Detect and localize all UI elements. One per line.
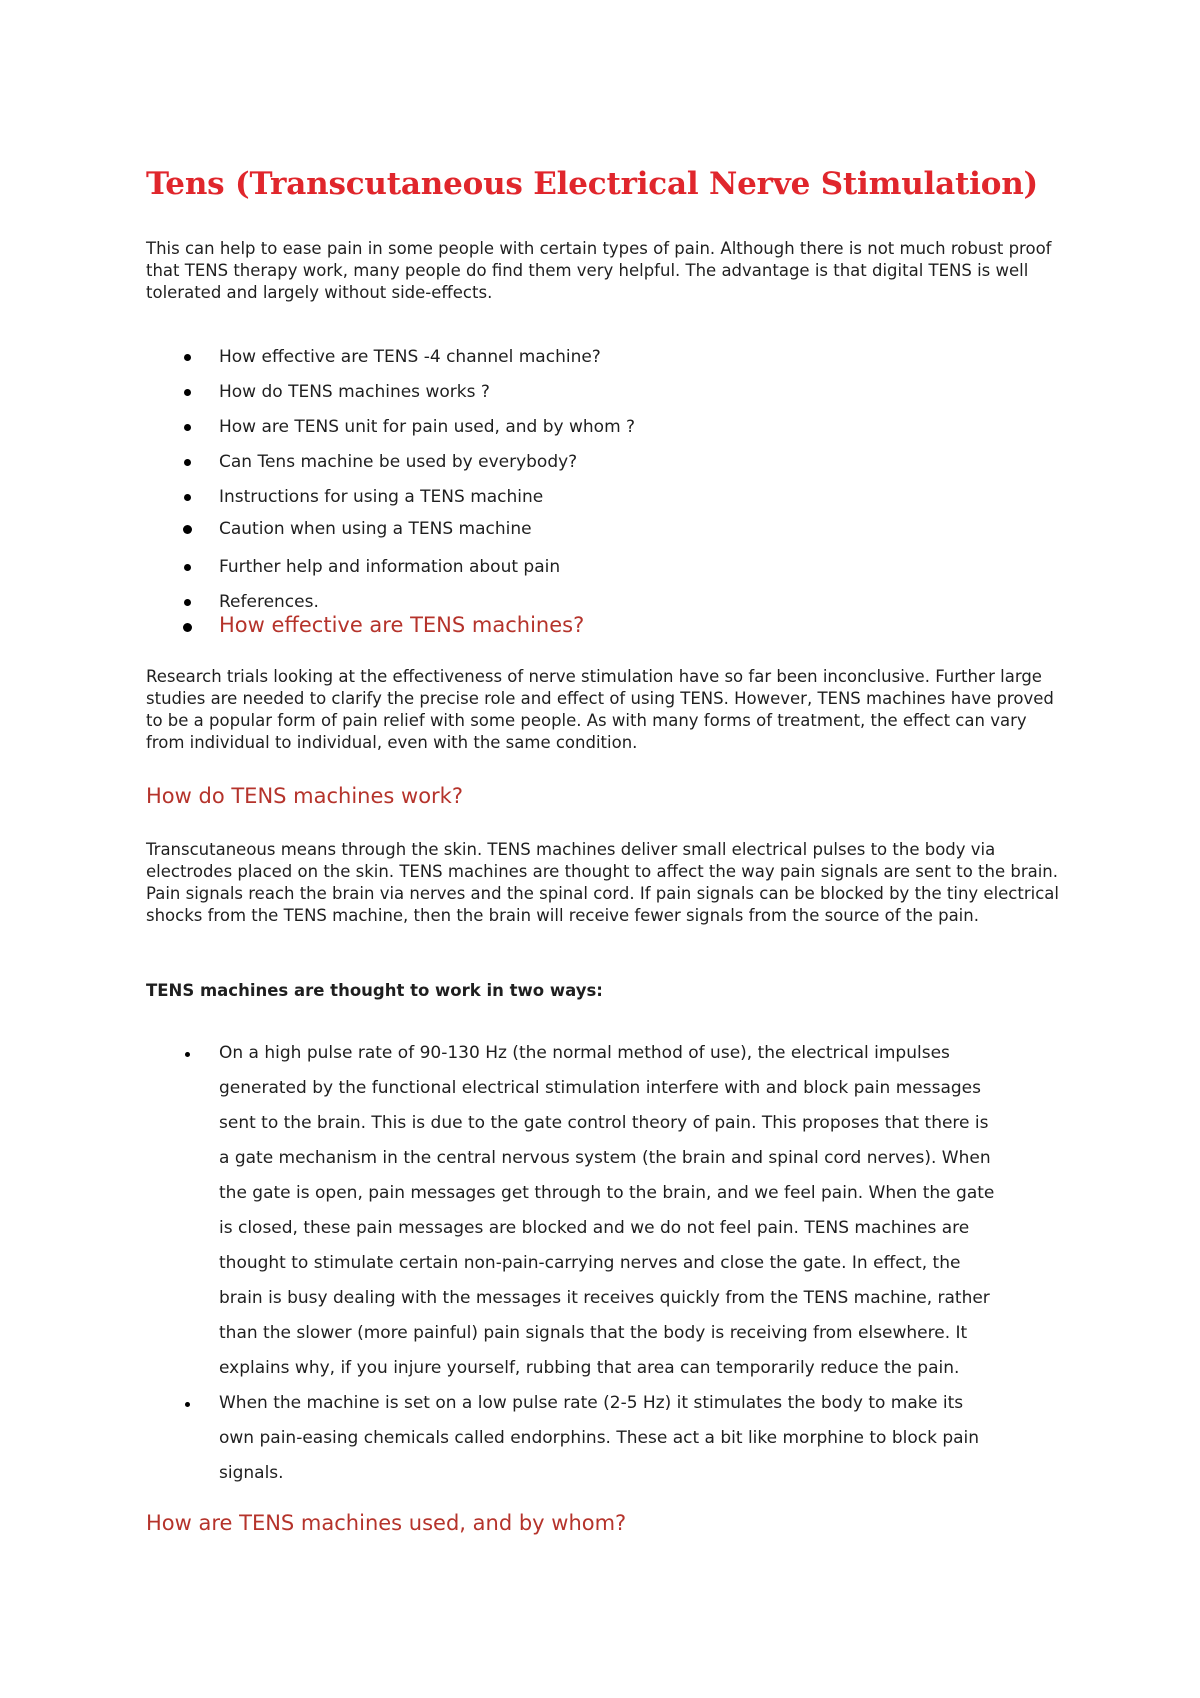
bullet-icon — [184, 494, 191, 501]
two-ways-label: TENS machines are thought to work in two ways: — [146, 981, 603, 1000]
bullet-icon — [185, 1052, 190, 1057]
list-item: When the machine is set on a low pulse rate (2-5 Hz) it stimulates the body to make its own pain-easing chemicals called endorphins. These act a bit like morphine to block pain signals. — [146, 1386, 999, 1491]
bullet-icon — [183, 525, 192, 534]
bullet-icon — [184, 599, 191, 606]
bullet-icon — [183, 623, 192, 632]
bullet-icon — [184, 389, 191, 396]
section-heading-used: How are TENS machines used, and by whom? — [146, 1511, 627, 1535]
bullet-icon — [184, 424, 191, 431]
list-item: On a high pulse rate of 90-130 Hz (the normal method of use), the electrical impulses generated by the functional electrical stimulation interfere with and block pain messages sent to the brain. This is due to the gate control theory of pain. This proposes that there is a gate mechanism in the central nervous system (the brain and spinal cord nerves). When the gate is open, pain messages get through to the brain, and we feel pain. When the gate is closed, these pain messages are blocked and we do not feel pain. TENS machines are thought to stimulate certain non-pain-carrying nerves and close the gate. In effect, the brain is busy dealing with the messages it receives quickly from the TENS machine, rather than the slower (more painful) pain signals that the body is receiving from elsewhere. It explains why, if you injure yourself, rubbing that area can temporarily reduce the pain. — [146, 1036, 999, 1386]
bullet-icon — [184, 354, 191, 361]
page-title: Tens (Transcutaneous Electrical Nerve Stimulation) — [146, 166, 1038, 202]
intro-paragraph: This can help to ease pain in some people with certain types of pain. Although there is not much robust proof that TENS therapy work, many people do find them very helpful. The advantage is that digital TENS is well tolerated and largely without side-effects. — [146, 239, 1052, 302]
section-heading-work: How do TENS machines work? — [146, 784, 463, 808]
two-ways-list — [146, 1036, 1076, 1491]
bullet-icon — [184, 564, 191, 571]
bullet-icon — [184, 459, 191, 466]
bullet-icon — [185, 1402, 190, 1407]
effective-paragraph: Research trials looking at the effectiveness of nerve stimulation have so far been inconclusive. Further large studies are needed to clarify the precise role and effect of using TENS. However, TENS machines have proved to be a popular form of pain relief with some people. As with many forms of treatment, the effect can vary from individual to individual, even with the same condition. — [146, 667, 1054, 752]
work-paragraph: Transcutaneous means through the skin. TENS machines deliver small electrical pulses to the body via electrodes placed on the skin. TENS machines are thought to affect the way pain signals are sent to the brain. Pain signals reach the brain via nerves and the spinal cord. If pain signals can be blocked by the tiny electrical shocks from the TENS machine, then the brain will receive fewer signals from the source of the pain. — [146, 840, 1059, 925]
